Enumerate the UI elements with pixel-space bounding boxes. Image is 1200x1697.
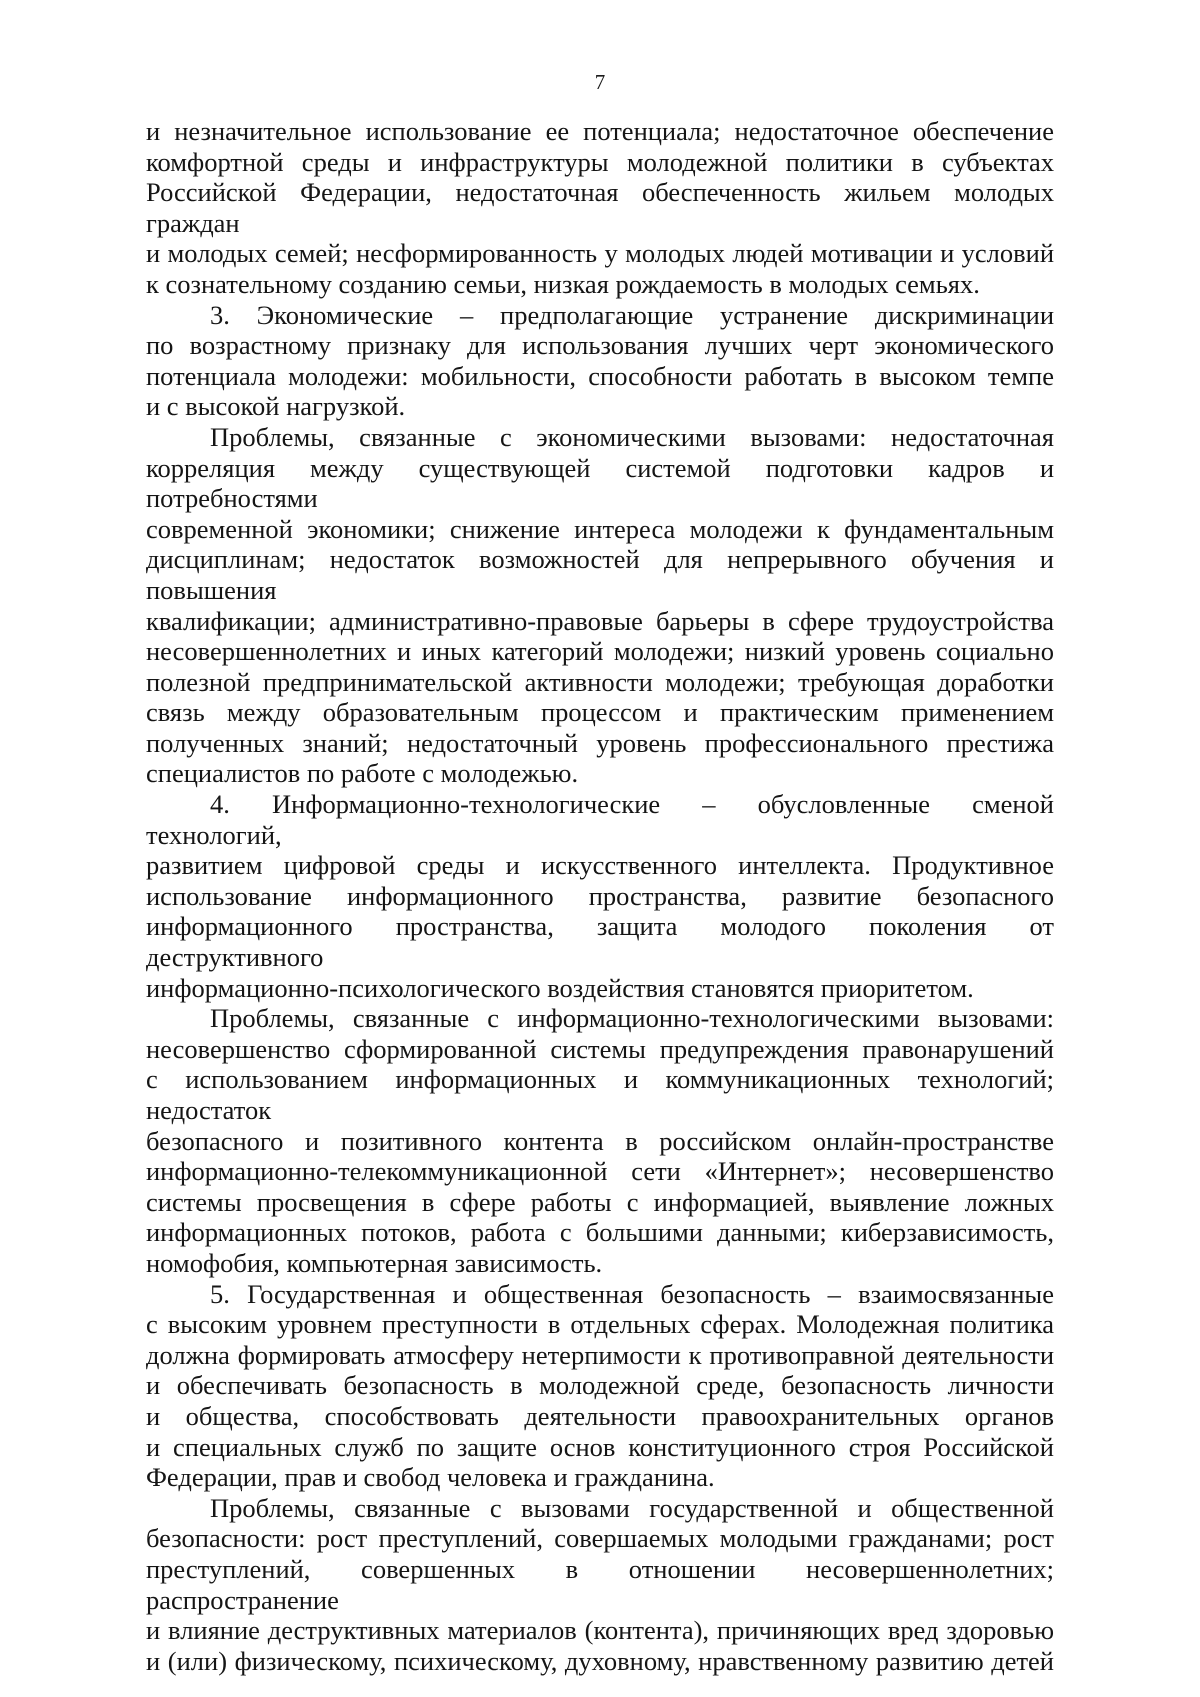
text-line: 4. Информационно-технологические – обусловленные сменой технологий, [146,789,1054,850]
page-number: 7 [594,70,606,94]
text-line: современной экономики; снижение интереса молодежи к фундаментальным [146,513,1054,544]
text-line: несовершенство сформированной системы предупреждения правонарушений [146,1033,1054,1064]
text-line: информационных потоков, работа с большими данными; киберзависимость, [146,1217,1054,1248]
text-line: Российской Федерации, недостаточная обеспеченность жильем молодых граждан [146,177,1054,238]
text-line: безопасности: рост преступлений, совершаемых молодыми гражданами; рост [146,1523,1054,1554]
text-line: информационно-телекоммуникационной сети «Интернет»; несовершенство [146,1156,1054,1187]
text-line: и молодых семей; несформированность у молодых людей мотивации и условий [146,238,1054,269]
text-line: и незначительное использование ее потенциала; недостаточное обеспечение [146,116,1054,146]
text-line: полученных знаний; недостаточный уровень профессионального престижа [146,727,1054,758]
text-line: связь между образовательным процессом и практическим применением [146,697,1054,728]
text-line: использование информационного пространства, развитие безопасного [146,880,1054,911]
text-line: должна формировать атмосферу нетерпимости к противоправной деятельности [146,1339,1054,1370]
text-line: корреляция между существующей системой подготовки кадров и потребностями [146,452,1054,514]
text-line: несовершеннолетних и иных категорий молодежи; низкий уровень социально [146,636,1054,667]
text-line: и с высокой нагрузкой. [146,391,406,422]
text-line: квалификации; административно-правовые барьеры в сфере трудоустройства [146,605,1054,636]
text-line: и влияние деструктивных материалов (контента), причиняющих вред здоровью [146,1615,1054,1646]
text-line: по возрастному признаку для использования лучших черт экономического [146,330,1054,361]
text-line: потенциала молодежи: мобильности, способности работать в высоком темпе [146,360,1054,391]
text-line: Проблемы, связанные с экономическими вызовами: недостаточная [210,421,1054,452]
text-line: 3. Экономические – предполагающие устранение дискриминации [210,299,1054,330]
text-line: и обеспечивать безопасность в молодежной среде, безопасность личности [146,1370,1054,1401]
text-line: информационного пространства, защита молодого поколения от деструктивного [146,911,1054,973]
text-line: и общества, способствовать деятельности правоохранительных органов [146,1400,1054,1431]
text-line: полезной предпринимательской активности молодежи; требующая доработки [146,666,1054,697]
text-line: специалистов по работе с молодежью. [146,758,579,789]
text-line: с высоким уровнем преступности в отдельных сферах. Молодежная политика [146,1309,1054,1340]
text-line: преступлений, совершенных в отношении несовершеннолетних; распространение [146,1553,1054,1615]
text-line: системы просвещения в сфере работы с информацией, выявление ложных [146,1186,1054,1217]
document-body [146,116,1054,1676]
text-line: 5. Государственная и общественная безопасность – взаимосвязанные [210,1278,1054,1309]
text-line: Федерации, прав и свобод человека и гражданина. [146,1462,715,1493]
text-line: безопасного и позитивного контента в российском онлайн-пространстве [146,1125,1054,1156]
text-line: и специальных служб по защите основ конституционного строя Российской [146,1431,1054,1462]
text-line: комфортной среды и инфраструктуры молодежной политики в субъектах [146,146,1054,177]
text-line: информационно-психологического воздействия становятся приоритетом. [146,972,974,1003]
text-line: Проблемы, связанные с информационно-технологическими вызовами: [210,1003,1054,1034]
text-line: Проблемы, связанные с вызовами государственной и общественной [210,1492,1054,1523]
text-line: с использованием информационных и коммуникационных технологий; недостаток [146,1064,1054,1125]
text-line: и (или) физическому, психическому, духовному, нравственному развитию детей [146,1645,1054,1676]
text-line: к сознательному созданию семьи, низкая рождаемость в молодых семьях. [146,268,980,299]
text-line: дисциплинам; недостаток возможностей для непрерывного обучения и повышения [146,544,1054,605]
text-line: номофобия, компьютерная зависимость. [146,1247,603,1278]
text-line: развитием цифровой среды и искусственного интеллекта. Продуктивное [146,850,1054,881]
